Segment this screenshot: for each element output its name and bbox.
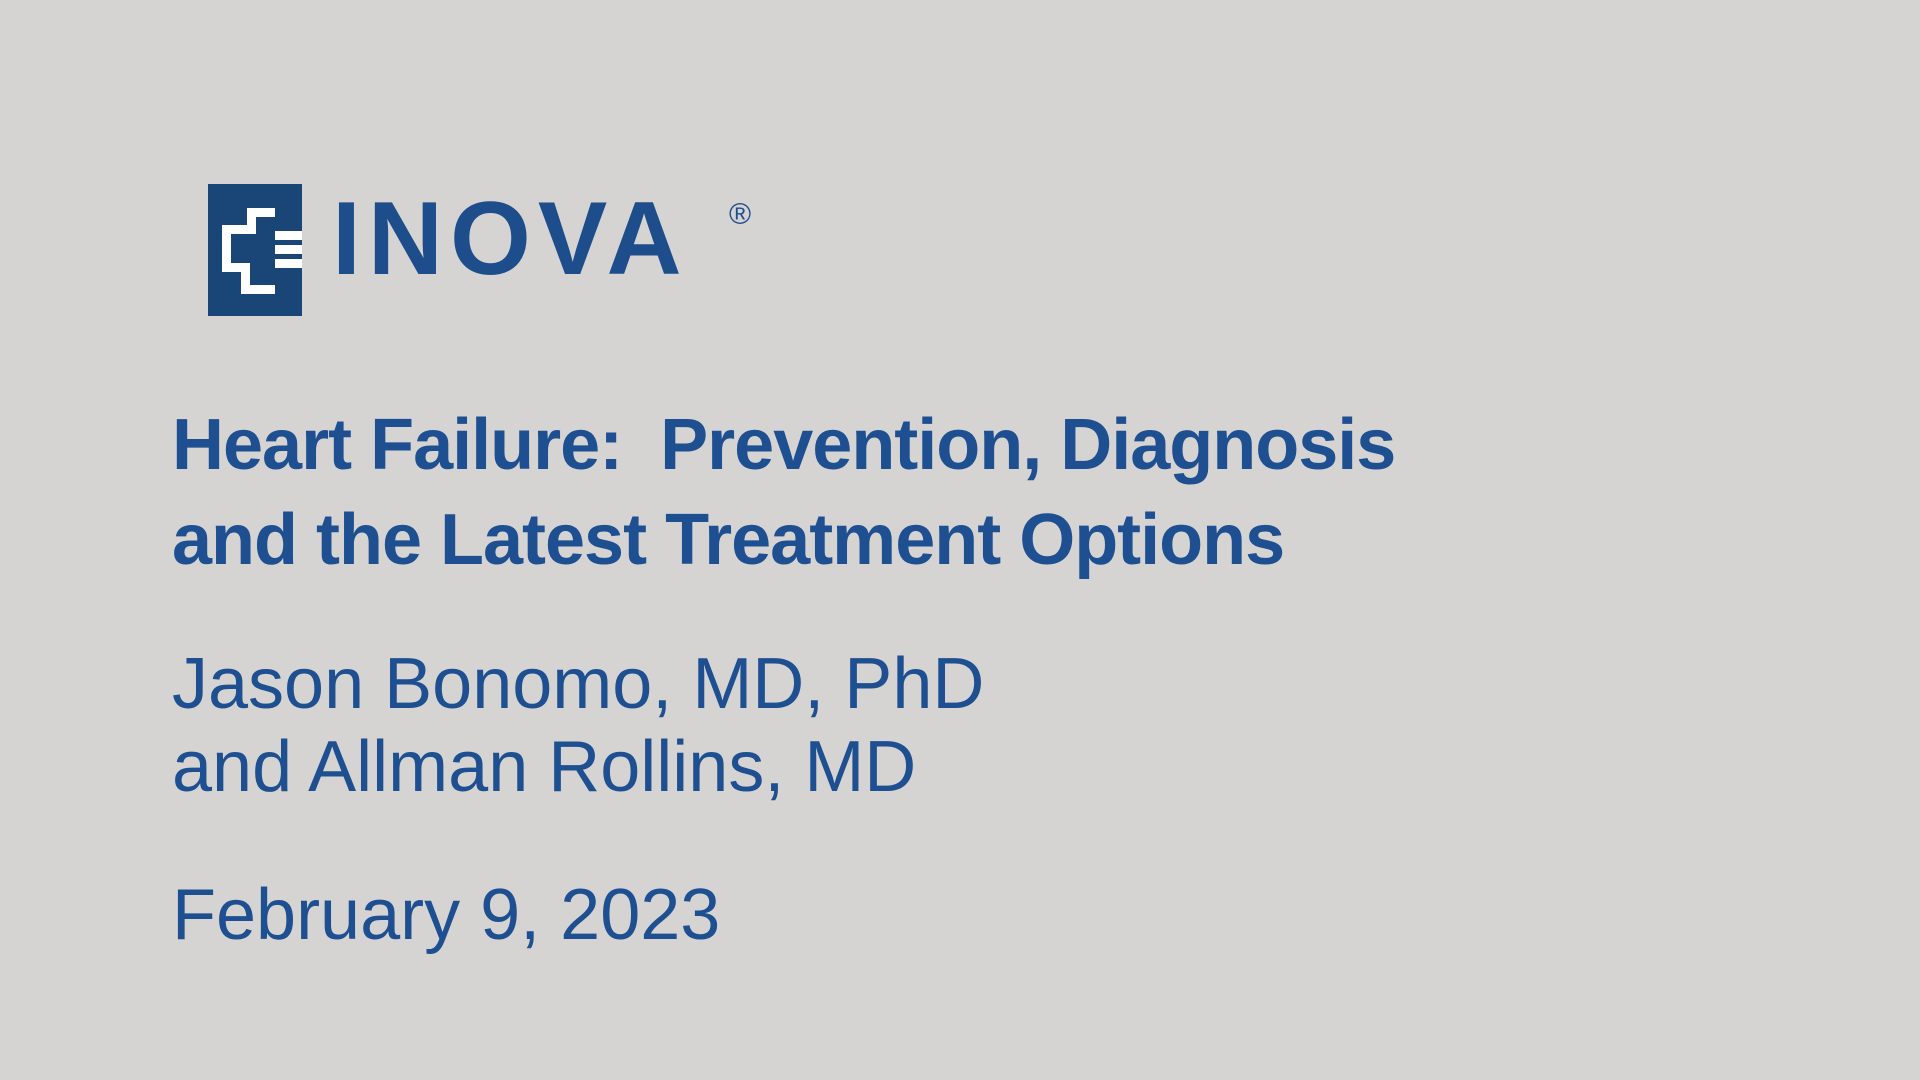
title-line-2: and the Latest Treatment Options <box>172 500 1285 580</box>
title-line-1: Heart Failure: Prevention, Diagnosis <box>172 405 1396 485</box>
inova-wordmark: INOVA <box>332 181 689 297</box>
registered-trademark-symbol: ® <box>729 198 752 231</box>
inova-logo-icon <box>208 184 302 316</box>
author-line-1: Jason Bonomo, MD, PhD <box>172 644 985 724</box>
presentation-date: February 9, 2023 <box>172 875 721 955</box>
presentation-title <box>172 398 1395 588</box>
author-line-2: and Allman Rollins, MD <box>172 727 917 807</box>
presenter-names <box>172 643 984 809</box>
